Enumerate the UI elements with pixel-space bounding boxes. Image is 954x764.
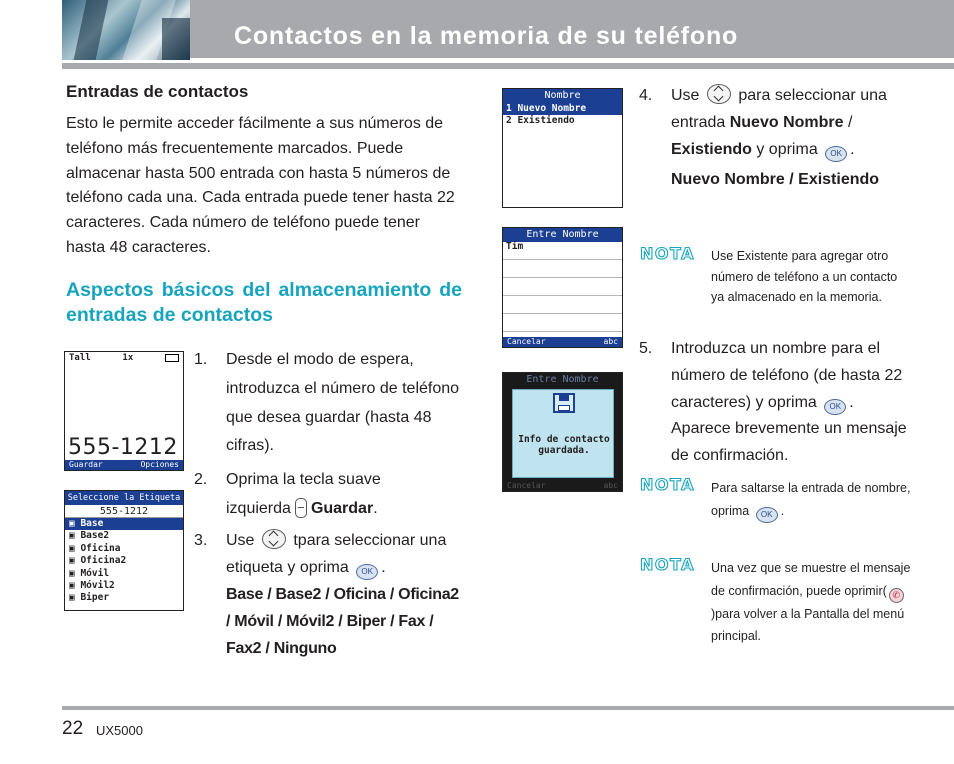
dialed-number: 555-1212	[68, 435, 178, 460]
phone-screen-idle	[64, 351, 184, 471]
label-item[interactable]: ▣ Móvil2	[69, 580, 115, 592]
header-divider	[62, 63, 954, 69]
ok-key-icon: OK	[824, 399, 846, 415]
ok-key-icon: OK	[356, 564, 378, 580]
note-label: NOTA	[640, 475, 696, 494]
header-photo	[62, 0, 190, 60]
phone-screen-saved	[502, 372, 623, 492]
note-text: Una vez que se muestre el mensaje de confirmación, puede oprimir( ✆)para volver a la Pantalla del menú principal.	[711, 561, 911, 643]
navigation-key-icon	[707, 84, 731, 104]
soft-key-right: abc	[603, 337, 618, 346]
label-item[interactable]: ▣ Oficina	[69, 542, 121, 554]
ok-key-icon: OK	[756, 507, 778, 523]
intro-paragraph: Esto le permite acceder fácilmente a sus números de teléfono más frecuentemente marcados. Puede almacenar hasta 500 entrada con hasta 5 números de teléfono cada una. Cada entrada puede tener hasta 22 caracteres. Cada número de teléfono puede tener hasta 48 caracteres.	[66, 115, 455, 256]
note-label: NOTA	[640, 244, 696, 263]
network-mode: 1x	[122, 353, 134, 363]
subsection-heading	[66, 278, 462, 328]
label-item[interactable]: ▣ Biper	[69, 592, 110, 604]
step-4-options: Nuevo Nombre / Existiendo	[671, 171, 880, 188]
battery-icon	[165, 354, 179, 362]
navigation-key-icon	[262, 529, 286, 549]
labels-screen-title: Seleccione la Etiqueta	[65, 491, 183, 505]
note-label: NOTA	[640, 555, 696, 574]
label-item[interactable]: ▣ Móvil	[69, 567, 110, 579]
name-input[interactable]: Tim	[503, 242, 622, 260]
note-text: Use Existente para agregar otro número de teléfono a un contacto ya almacenado en la memoria.	[711, 249, 898, 304]
label-item[interactable]: ▣ Base2	[69, 530, 110, 542]
note-text: Para saltarse la entrada de nombre, oprima OK .	[711, 477, 911, 523]
confirmation-message: Info de contacto guardada.	[518, 434, 610, 456]
end-key-icon: ✆	[889, 588, 904, 603]
soft-key-left: Guardar	[69, 460, 103, 469]
confirmation-dialog	[512, 389, 614, 478]
subsection-heading-line1: Aspectos básicos del almacenamiento de	[66, 279, 462, 301]
subsection-heading-line2: entradas de contactos	[66, 304, 273, 326]
labels-screen-number: 555-1212	[65, 505, 183, 518]
model-name: UX5000	[96, 723, 143, 738]
label-options: Base / Base2 / Oficina / Oficina2 / Móvil / Móvil2 / Biper / Fax / Fax2 / Ninguno	[226, 586, 459, 657]
save-icon	[553, 393, 575, 413]
page-number: 22	[62, 718, 84, 739]
footer-divider	[62, 706, 954, 710]
left-soft-key-icon	[295, 498, 307, 518]
soft-key-left: Cancelar	[507, 481, 546, 490]
name-choice-item[interactable]: 2 Existiendo	[506, 115, 575, 126]
soft-key-right: abc	[603, 481, 618, 490]
label-item[interactable]: ▣ Base	[65, 518, 183, 530]
phone-screen-enter-name	[502, 227, 623, 348]
soft-key-right: Opciones	[140, 460, 179, 469]
enter-name-title: Entre Nombre	[503, 228, 622, 242]
phone-screen-name-choice	[502, 88, 623, 208]
name-choice-item[interactable]: 1 Nuevo Nombre	[503, 103, 622, 115]
label-list	[65, 518, 183, 605]
name-choice-title: Nombre	[503, 89, 622, 103]
ok-key-icon: OK	[825, 146, 847, 162]
soft-key-left: Cancelar	[507, 337, 546, 346]
label-item[interactable]: ▣ Oficina2	[69, 555, 127, 567]
signal-icon: Tall	[69, 353, 91, 363]
page-title: Contactos en la memoria de su teléfono	[234, 22, 739, 50]
saved-screen-title: Entre Nombre	[526, 374, 599, 385]
section-title: Entradas de contactos	[66, 82, 249, 101]
phone-screen-labels	[64, 490, 184, 611]
